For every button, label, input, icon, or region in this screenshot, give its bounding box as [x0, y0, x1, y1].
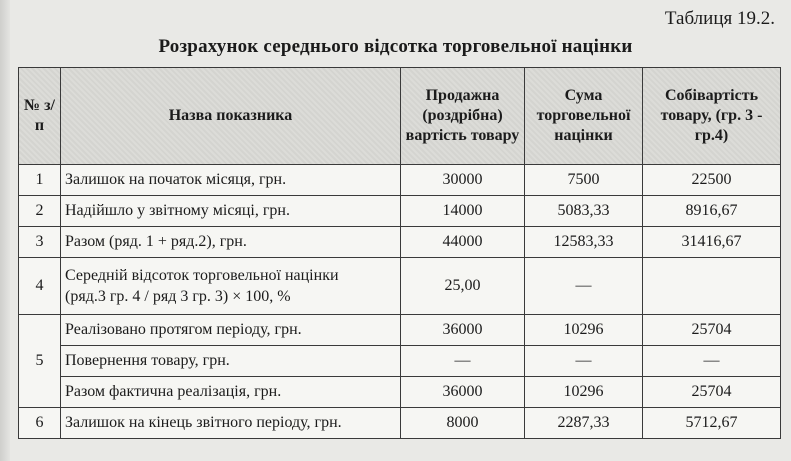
- row-name: Залишок на кінець звітного періоду, грн.: [61, 408, 401, 439]
- row-cost: 22500: [643, 165, 781, 196]
- row-name: [61, 258, 401, 315]
- row-sale: —: [401, 346, 525, 377]
- row-number: 4: [19, 258, 61, 315]
- markup-calculation-table: [18, 67, 781, 439]
- row-cost: [643, 258, 781, 315]
- row-name: Надійшло у звітному місяці, грн.: [61, 196, 401, 227]
- table-row: [19, 377, 781, 408]
- row-number: 6: [19, 408, 61, 439]
- header-markup-sum: Сума торговельної націнки: [525, 68, 643, 165]
- row-markup: 10296: [525, 377, 643, 408]
- table-row: [19, 315, 781, 346]
- row-cost: 25704: [643, 315, 781, 346]
- header-number: № з/п: [19, 68, 61, 165]
- header-cost: Собівартість товару, (гр. 3 - гр.4): [643, 68, 781, 165]
- header-indicator-name: Назва показника: [61, 68, 401, 165]
- table-row: [19, 227, 781, 258]
- row-name-line1: Середній відсоток торговельної націнки: [65, 267, 339, 284]
- table-caption: Таблиця 19.2.: [664, 8, 775, 29]
- row-sale: 36000: [401, 377, 525, 408]
- row-markup: —: [525, 346, 643, 377]
- row-markup: 10296: [525, 315, 643, 346]
- row-markup: 2287,33: [525, 408, 643, 439]
- page-edge: [0, 0, 10, 461]
- table-row: [19, 196, 781, 227]
- table-title: Розрахунок середнього відсотка торговельної націнки: [158, 36, 633, 57]
- row-cost: 31416,67: [643, 227, 781, 258]
- row-name: Разом (ряд. 1 + ряд.2), грн.: [61, 227, 401, 258]
- row-sale: 25,00: [401, 258, 525, 315]
- row-markup: 7500: [525, 165, 643, 196]
- row-number: 5: [19, 315, 61, 408]
- table-row: [19, 346, 781, 377]
- row-name: Повернення товару, грн.: [61, 346, 401, 377]
- row-name-line2: (ряд.3 гр. 4 / ряд 3 гр. 3) × 100, %: [65, 288, 291, 305]
- row-cost: 8916,67: [643, 196, 781, 227]
- row-cost: 5712,67: [643, 408, 781, 439]
- row-sale: 30000: [401, 165, 525, 196]
- row-markup: 5083,33: [525, 196, 643, 227]
- row-markup: —: [525, 258, 643, 315]
- table-row: [19, 408, 781, 439]
- table-row: [19, 258, 781, 315]
- row-name: Залишок на початок місяця, грн.: [61, 165, 401, 196]
- table-header-row: [19, 68, 781, 165]
- row-name: Реалізовано протягом періоду, грн.: [61, 315, 401, 346]
- row-cost: —: [643, 346, 781, 377]
- row-markup: 12583,33: [525, 227, 643, 258]
- row-sale: 44000: [401, 227, 525, 258]
- row-number: 3: [19, 227, 61, 258]
- table-row: [19, 165, 781, 196]
- row-sale: 36000: [401, 315, 525, 346]
- header-sale-value: Продажна (роздрібна) вартість товару: [401, 68, 525, 165]
- row-sale: 8000: [401, 408, 525, 439]
- row-sale: 14000: [401, 196, 525, 227]
- row-number: 1: [19, 165, 61, 196]
- row-cost: 25704: [643, 377, 781, 408]
- row-name: Разом фактична реалізація, грн.: [61, 377, 401, 408]
- row-number: 2: [19, 196, 61, 227]
